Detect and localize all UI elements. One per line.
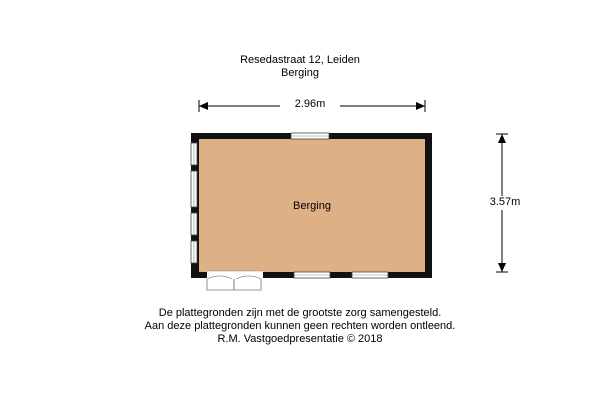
- plan-floor-title: Berging: [281, 67, 319, 79]
- plan-address: Resedastraat 12, Leiden: [240, 54, 360, 66]
- window-left-4: [191, 241, 197, 263]
- disclaimer-line-1: De plattegronden zijn met de grootste zorg samengesteld.: [158, 307, 442, 319]
- window-left-3: [191, 213, 197, 235]
- window-bottom-2: [352, 272, 388, 278]
- dimension-width-label: 2.96m: [294, 98, 326, 110]
- copyright-line: R.M. Vastgoedpresentatie © 2018: [217, 333, 383, 345]
- window-top: [291, 133, 329, 139]
- window-left-1: [191, 143, 197, 165]
- window-left-2: [191, 171, 197, 207]
- room-label: Berging: [293, 200, 331, 212]
- double-door: [207, 271, 263, 290]
- disclaimer-line-2: Aan deze plattegronden kunnen geen rechten worden ontleend.: [144, 320, 456, 332]
- window-bottom-1: [294, 272, 330, 278]
- dimension-depth-label: 3.57m: [489, 196, 521, 208]
